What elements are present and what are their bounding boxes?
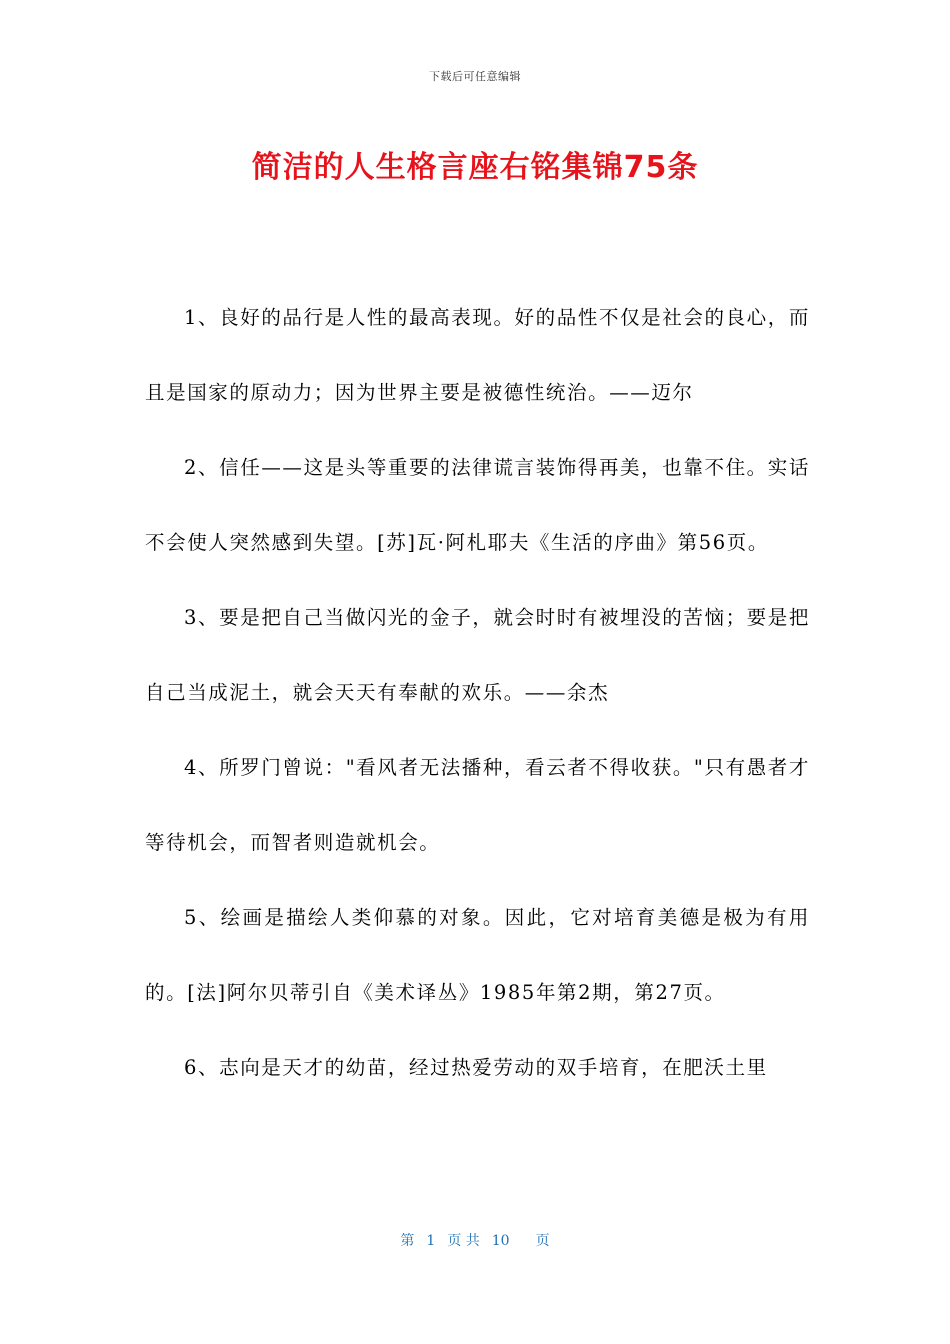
- footer-page-label: 第: [400, 1233, 415, 1249]
- page-footer: [0, 1230, 950, 1250]
- paragraph-6: 6、志向是天才的幼苗，经过热爱劳动的双手培育，在肥沃土里: [184, 1056, 768, 1079]
- paragraph-4: 4、所罗门曾说："看风者无法播种，看云者不得收获。"只有愚者才等待机会，而智者则造就机会。: [145, 756, 810, 854]
- document-body: [145, 280, 810, 1105]
- footer-total-pages: 10: [491, 1233, 510, 1249]
- paragraph-5: 5、绘画是描绘人类仰慕的对象。因此，它对培育美德是极为有用的。[法]阿尔贝蒂引自《美术译丛》1985年第2期，第27页。: [145, 906, 810, 1004]
- header-note: 下载后可任意编辑: [429, 70, 521, 83]
- footer-page-suffix: 页: [535, 1233, 550, 1249]
- paragraph-2: 2、信任——这是头等重要的法律谎言装饰得再美，也靠不住。实话不会使人突然感到失望。[苏]瓦·阿札耶夫《生活的序曲》第56页。: [145, 456, 810, 554]
- paragraph-3: 3、要是把自己当做闪光的金子，就会时时有被埋没的苦恼；要是把自己当成泥土，就会天天有奉献的欢乐。——余杰: [145, 606, 810, 704]
- footer-page-number: 1: [426, 1233, 436, 1249]
- footer-of-label: 页 共: [447, 1233, 480, 1249]
- paragraph-1: 1、良好的品行是人性的最高表现。好的品性不仅是社会的良心，而且是国家的原动力；因为世界主要是被德性统治。——迈尔: [145, 306, 810, 404]
- document-title: 简洁的人生格言座右铭集锦75条: [251, 150, 699, 185]
